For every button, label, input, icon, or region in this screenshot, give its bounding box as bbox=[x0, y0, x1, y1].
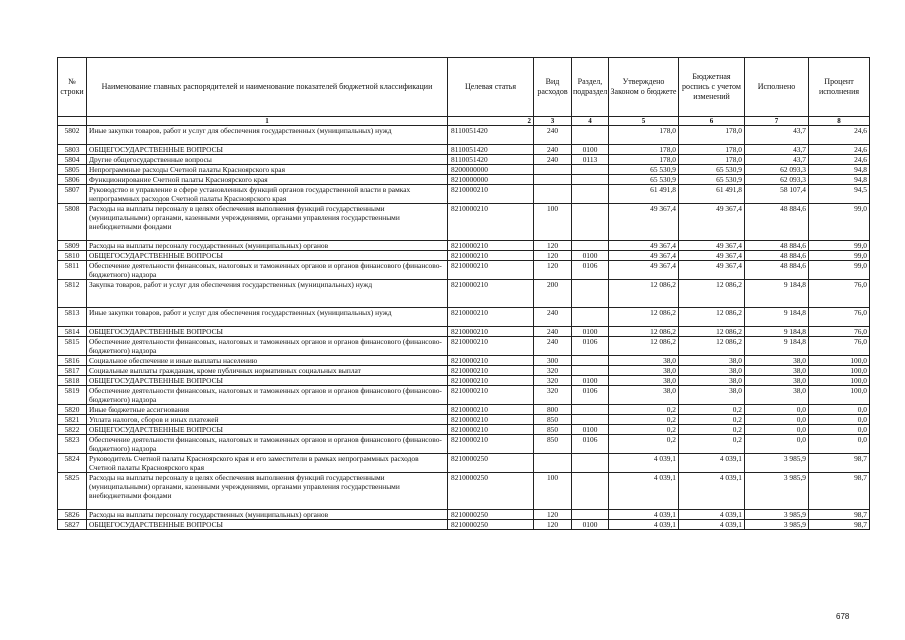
table-row bbox=[58, 185, 870, 204]
name-cell: Расходы на выплаты персоналу в целях обеспечения выполнения функций государственными (муниципальными) органами, казенными учреждениями, органами управления государственными внебюджетными фондами bbox=[87, 204, 448, 241]
target-article-cell: 8210000250 bbox=[448, 473, 534, 510]
name-cell: Обеспечение деятельности финансовых, налоговых и таможенных органов и органов финансового (финансово-бюджетного) надзора bbox=[87, 386, 448, 405]
percent-cell: 24,6 bbox=[809, 145, 870, 155]
section-cell: 0100 bbox=[572, 145, 609, 155]
percent-cell: 0,0 bbox=[809, 425, 870, 435]
executed-cell: 3 985,9 bbox=[745, 473, 809, 510]
planned-cell: 38,0 bbox=[679, 366, 745, 376]
section-cell: 0100 bbox=[572, 376, 609, 386]
row-number-cell: 5825 bbox=[58, 473, 87, 510]
percent-cell: 76,0 bbox=[809, 337, 870, 356]
row-number-cell: 5826 bbox=[58, 510, 87, 520]
planned-cell: 4 039,1 bbox=[679, 454, 745, 473]
expense-type-cell: 240 bbox=[534, 155, 572, 165]
executed-cell: 38,0 bbox=[745, 386, 809, 405]
percent-cell: 94,8 bbox=[809, 175, 870, 185]
target-article-cell: 8210000210 bbox=[448, 204, 534, 241]
name-cell: Обеспечение деятельности финансовых, налоговых и таможенных органов и органов финансового (финансово-бюджетного) надзора bbox=[87, 337, 448, 356]
approved-cell: 12 086,2 bbox=[609, 280, 679, 308]
header-section: Раздел, подраздел bbox=[572, 58, 609, 117]
approved-cell: 178,0 bbox=[609, 126, 679, 145]
table-row bbox=[58, 520, 870, 530]
percent-cell: 99,0 bbox=[809, 241, 870, 251]
column-number: 7 bbox=[745, 117, 809, 126]
percent-cell: 100,0 bbox=[809, 386, 870, 405]
approved-cell: 65 530,9 bbox=[609, 175, 679, 185]
section-cell: 0106 bbox=[572, 337, 609, 356]
approved-cell: 38,0 bbox=[609, 366, 679, 376]
target-article-cell: 8210000250 bbox=[448, 510, 534, 520]
target-article-cell: 8210000210 bbox=[448, 251, 534, 261]
table-row bbox=[58, 204, 870, 241]
executed-cell: 3 985,9 bbox=[745, 454, 809, 473]
name-cell: Руководство и управление в сфере установленных функций органов государственной власти в рамках непрограммных расходов Счетной палаты Красноярского края bbox=[87, 185, 448, 204]
table-row bbox=[58, 425, 870, 435]
approved-cell: 178,0 bbox=[609, 145, 679, 155]
column-number: 1 bbox=[87, 117, 448, 126]
budget-table bbox=[57, 57, 870, 530]
expense-type-cell: 200 bbox=[534, 280, 572, 308]
percent-cell: 100,0 bbox=[809, 376, 870, 386]
percent-cell: 98,7 bbox=[809, 454, 870, 473]
approved-cell: 61 491,8 bbox=[609, 185, 679, 204]
expense-type-cell: 120 bbox=[534, 510, 572, 520]
target-article-cell: 8210000210 bbox=[448, 185, 534, 204]
planned-cell: 12 086,2 bbox=[679, 280, 745, 308]
planned-cell: 178,0 bbox=[679, 145, 745, 155]
executed-cell: 43,7 bbox=[745, 155, 809, 165]
section-cell: 0100 bbox=[572, 520, 609, 530]
percent-cell: 99,0 bbox=[809, 261, 870, 280]
approved-cell: 4 039,1 bbox=[609, 473, 679, 510]
target-article-cell: 8200000000 bbox=[448, 165, 534, 175]
name-cell: Расходы на выплаты персоналу государственных (муниципальных) органов bbox=[87, 241, 448, 251]
planned-cell: 4 039,1 bbox=[679, 510, 745, 520]
expense-type-cell: 240 bbox=[534, 145, 572, 155]
approved-cell: 12 086,2 bbox=[609, 308, 679, 327]
row-number-cell: 5805 bbox=[58, 165, 87, 175]
row-number-cell: 5807 bbox=[58, 185, 87, 204]
expense-type-cell: 240 bbox=[534, 308, 572, 327]
name-cell: Обеспечение деятельности финансовых, налоговых и таможенных органов и органов финансового (финансово-бюджетного) надзора bbox=[87, 261, 448, 280]
percent-cell: 76,0 bbox=[809, 280, 870, 308]
table-row bbox=[58, 126, 870, 145]
approved-cell: 4 039,1 bbox=[609, 454, 679, 473]
target-article-cell: 8110051420 bbox=[448, 126, 534, 145]
approved-cell: 12 086,2 bbox=[609, 337, 679, 356]
row-number-cell: 5822 bbox=[58, 425, 87, 435]
target-article-cell: 8210000210 bbox=[448, 241, 534, 251]
executed-cell: 48 884,6 bbox=[745, 204, 809, 241]
planned-cell: 49 367,4 bbox=[679, 251, 745, 261]
name-cell: Социальные выплаты гражданам, кроме публичных нормативных социальных выплат bbox=[87, 366, 448, 376]
approved-cell: 0,2 bbox=[609, 415, 679, 425]
section-cell: 0106 bbox=[572, 261, 609, 280]
approved-cell: 4 039,1 bbox=[609, 520, 679, 530]
target-article-cell: 8210000250 bbox=[448, 520, 534, 530]
table-row bbox=[58, 376, 870, 386]
table-row bbox=[58, 454, 870, 473]
row-number-cell: 5817 bbox=[58, 366, 87, 376]
section-cell bbox=[572, 185, 609, 204]
row-number-cell: 5806 bbox=[58, 175, 87, 185]
name-cell: Уплата налогов, сборов и иных платежей bbox=[87, 415, 448, 425]
percent-cell: 94,5 bbox=[809, 185, 870, 204]
section-cell bbox=[572, 405, 609, 415]
target-article-cell: 8210000210 bbox=[448, 261, 534, 280]
planned-cell: 0,2 bbox=[679, 435, 745, 454]
header-target-article: Целевая статья bbox=[448, 58, 534, 117]
planned-cell: 65 530,9 bbox=[679, 175, 745, 185]
row-number-cell: 5811 bbox=[58, 261, 87, 280]
target-article-cell: 8210000210 bbox=[448, 337, 534, 356]
expense-type-cell bbox=[534, 165, 572, 175]
executed-cell: 9 184,8 bbox=[745, 280, 809, 308]
row-number-cell: 5818 bbox=[58, 376, 87, 386]
approved-cell: 49 367,4 bbox=[609, 204, 679, 241]
name-cell: ОБЩЕГОСУДАРСТВЕННЫЕ ВОПРОСЫ bbox=[87, 327, 448, 337]
row-number-cell: 5815 bbox=[58, 337, 87, 356]
expense-type-cell: 850 bbox=[534, 435, 572, 454]
name-cell: ОБЩЕГОСУДАРСТВЕННЫЕ ВОПРОСЫ bbox=[87, 425, 448, 435]
section-cell: 0106 bbox=[572, 386, 609, 405]
name-cell: Иные бюджетные ассигнования bbox=[87, 405, 448, 415]
approved-cell: 49 367,4 bbox=[609, 241, 679, 251]
table-row bbox=[58, 327, 870, 337]
percent-cell: 99,0 bbox=[809, 204, 870, 241]
section-cell bbox=[572, 454, 609, 473]
row-number-cell: 5821 bbox=[58, 415, 87, 425]
approved-cell: 12 086,2 bbox=[609, 327, 679, 337]
section-cell: 0113 bbox=[572, 155, 609, 165]
expense-type-cell: 240 bbox=[534, 337, 572, 356]
column-number: 8 bbox=[809, 117, 870, 126]
percent-cell: 98,7 bbox=[809, 520, 870, 530]
row-number-cell: 5813 bbox=[58, 308, 87, 327]
row-number-cell: 5809 bbox=[58, 241, 87, 251]
executed-cell: 38,0 bbox=[745, 376, 809, 386]
executed-cell: 48 884,6 bbox=[745, 251, 809, 261]
planned-cell: 38,0 bbox=[679, 356, 745, 366]
table-row bbox=[58, 356, 870, 366]
section-cell bbox=[572, 366, 609, 376]
expense-type-cell: 100 bbox=[534, 473, 572, 510]
approved-cell: 0,2 bbox=[609, 425, 679, 435]
row-number-cell: 5814 bbox=[58, 327, 87, 337]
approved-cell: 0,2 bbox=[609, 405, 679, 415]
executed-cell: 43,7 bbox=[745, 126, 809, 145]
header-percent: Процент исполнения bbox=[809, 58, 870, 117]
header-row-number: № строки bbox=[58, 58, 87, 117]
name-cell: Расходы на выплаты персоналу в целях обеспечения выполнения функций государственными (муниципальными) органами, казенными учреждениями, органами управления государственными внебюджетными фондами bbox=[87, 473, 448, 510]
name-cell: ОБЩЕГОСУДАРСТВЕННЫЕ ВОПРОСЫ bbox=[87, 251, 448, 261]
executed-cell: 3 985,9 bbox=[745, 510, 809, 520]
name-cell: Социальное обеспечение и иные выплаты населению bbox=[87, 356, 448, 366]
section-cell bbox=[572, 204, 609, 241]
column-number: 4 bbox=[572, 117, 609, 126]
expense-type-cell: 100 bbox=[534, 204, 572, 241]
percent-cell: 0,0 bbox=[809, 405, 870, 415]
expense-type-cell: 850 bbox=[534, 415, 572, 425]
row-number-cell: 5804 bbox=[58, 155, 87, 165]
target-article-cell: 8210000210 bbox=[448, 435, 534, 454]
expense-type-cell: 120 bbox=[534, 261, 572, 280]
column-number: 5 bbox=[609, 117, 679, 126]
header-planned: Бюджетная роспись с учетом изменений bbox=[679, 58, 745, 117]
expense-type-cell: 240 bbox=[534, 126, 572, 145]
planned-cell: 38,0 bbox=[679, 386, 745, 405]
expense-type-cell: 800 bbox=[534, 405, 572, 415]
table-row bbox=[58, 165, 870, 175]
name-cell: Руководитель Счетной палаты Красноярского края и его заместители в рамках непрограммных расходов Счетной палаты Красноярского края bbox=[87, 454, 448, 473]
section-cell: 0100 bbox=[572, 327, 609, 337]
planned-cell: 12 086,2 bbox=[679, 337, 745, 356]
executed-cell: 0,0 bbox=[745, 405, 809, 415]
expense-type-cell bbox=[534, 454, 572, 473]
table-header bbox=[58, 58, 870, 126]
column-number-row bbox=[58, 117, 870, 126]
expense-type-cell: 240 bbox=[534, 327, 572, 337]
planned-cell: 49 367,4 bbox=[679, 204, 745, 241]
table-row bbox=[58, 251, 870, 261]
column-number: 6 bbox=[679, 117, 745, 126]
table-row bbox=[58, 241, 870, 251]
planned-cell: 4 039,1 bbox=[679, 473, 745, 510]
approved-cell: 38,0 bbox=[609, 356, 679, 366]
section-cell bbox=[572, 126, 609, 145]
table-row bbox=[58, 175, 870, 185]
executed-cell: 38,0 bbox=[745, 356, 809, 366]
approved-cell: 65 530,9 bbox=[609, 165, 679, 175]
table-row bbox=[58, 386, 870, 405]
approved-cell: 38,0 bbox=[609, 386, 679, 405]
column-number: 3 bbox=[534, 117, 572, 126]
name-cell: ОБЩЕГОСУДАРСТВЕННЫЕ ВОПРОСЫ bbox=[87, 520, 448, 530]
row-number-cell: 5819 bbox=[58, 386, 87, 405]
section-cell bbox=[572, 510, 609, 520]
executed-cell: 0,0 bbox=[745, 435, 809, 454]
percent-cell: 99,0 bbox=[809, 251, 870, 261]
approved-cell: 49 367,4 bbox=[609, 251, 679, 261]
target-article-cell: 8210000000 bbox=[448, 175, 534, 185]
row-number-cell: 5820 bbox=[58, 405, 87, 415]
executed-cell: 3 985,9 bbox=[745, 520, 809, 530]
table-row bbox=[58, 337, 870, 356]
executed-cell: 9 184,8 bbox=[745, 308, 809, 327]
expense-type-cell: 300 bbox=[534, 356, 572, 366]
executed-cell: 38,0 bbox=[745, 366, 809, 376]
header-expense-type: Вид расходов bbox=[534, 58, 572, 117]
name-cell: Закупка товаров, работ и услуг для обеспечения государственных (муниципальных) нужд bbox=[87, 280, 448, 308]
row-number-cell: 5808 bbox=[58, 204, 87, 241]
header-row bbox=[58, 58, 870, 117]
target-article-cell: 8210000210 bbox=[448, 415, 534, 425]
executed-cell: 48 884,6 bbox=[745, 261, 809, 280]
section-cell bbox=[572, 280, 609, 308]
executed-cell: 9 184,8 bbox=[745, 327, 809, 337]
row-number-cell: 5803 bbox=[58, 145, 87, 155]
executed-cell: 58 107,4 bbox=[745, 185, 809, 204]
name-cell: Функционирование Счетной палаты Красноярского края bbox=[87, 175, 448, 185]
executed-cell: 48 884,6 bbox=[745, 241, 809, 251]
planned-cell: 178,0 bbox=[679, 155, 745, 165]
table-row bbox=[58, 261, 870, 280]
planned-cell: 4 039,1 bbox=[679, 520, 745, 530]
planned-cell: 12 086,2 bbox=[679, 308, 745, 327]
planned-cell: 12 086,2 bbox=[679, 327, 745, 337]
planned-cell: 0,2 bbox=[679, 405, 745, 415]
executed-cell: 62 093,3 bbox=[745, 165, 809, 175]
name-cell: Непрограммные расходы Счетной палаты Красноярского края bbox=[87, 165, 448, 175]
expense-type-cell: 120 bbox=[534, 251, 572, 261]
section-cell: 0106 bbox=[572, 435, 609, 454]
percent-cell: 24,6 bbox=[809, 155, 870, 165]
header-executed: Исполнено bbox=[745, 58, 809, 117]
table-row bbox=[58, 308, 870, 327]
planned-cell: 0,2 bbox=[679, 425, 745, 435]
section-cell: 0100 bbox=[572, 251, 609, 261]
table-row bbox=[58, 415, 870, 425]
executed-cell: 0,0 bbox=[745, 415, 809, 425]
section-cell bbox=[572, 308, 609, 327]
column-number bbox=[58, 117, 87, 126]
executed-cell: 43,7 bbox=[745, 145, 809, 155]
expense-type-cell bbox=[534, 175, 572, 185]
expense-type-cell: 120 bbox=[534, 241, 572, 251]
target-article-cell: 8210000210 bbox=[448, 327, 534, 337]
row-number-cell: 5816 bbox=[58, 356, 87, 366]
planned-cell: 38,0 bbox=[679, 376, 745, 386]
name-cell: ОБЩЕГОСУДАРСТВЕННЫЕ ВОПРОСЫ bbox=[87, 376, 448, 386]
planned-cell: 0,2 bbox=[679, 415, 745, 425]
table-row bbox=[58, 510, 870, 520]
target-article-cell: 8210000210 bbox=[448, 356, 534, 366]
section-cell bbox=[572, 473, 609, 510]
row-number-cell: 5810 bbox=[58, 251, 87, 261]
target-article-cell: 8210000250 bbox=[448, 454, 534, 473]
section-cell bbox=[572, 241, 609, 251]
percent-cell: 24,6 bbox=[809, 126, 870, 145]
table-row bbox=[58, 473, 870, 510]
expense-type-cell bbox=[534, 185, 572, 204]
approved-cell: 0,2 bbox=[609, 435, 679, 454]
page-number: 678 bbox=[836, 612, 850, 621]
name-cell: Иные закупки товаров, работ и услуг для обеспечения государственных (муниципальных) нужд bbox=[87, 126, 448, 145]
expense-type-cell: 320 bbox=[534, 366, 572, 376]
percent-cell: 100,0 bbox=[809, 356, 870, 366]
percent-cell: 0,0 bbox=[809, 435, 870, 454]
table-row bbox=[58, 155, 870, 165]
expense-type-cell: 320 bbox=[534, 376, 572, 386]
approved-cell: 178,0 bbox=[609, 155, 679, 165]
section-cell: 0100 bbox=[572, 425, 609, 435]
percent-cell: 0,0 bbox=[809, 415, 870, 425]
name-cell: Обеспечение деятельности финансовых, налоговых и таможенных органов и органов финансового (финансово-бюджетного) надзора bbox=[87, 435, 448, 454]
name-cell: Другие общегосударственные вопросы bbox=[87, 155, 448, 165]
expense-type-cell: 850 bbox=[534, 425, 572, 435]
approved-cell: 49 367,4 bbox=[609, 261, 679, 280]
expense-type-cell: 320 bbox=[534, 386, 572, 405]
target-article-cell: 8110051420 bbox=[448, 155, 534, 165]
percent-cell: 94,8 bbox=[809, 165, 870, 175]
percent-cell: 76,0 bbox=[809, 308, 870, 327]
percent-cell: 76,0 bbox=[809, 327, 870, 337]
row-number-cell: 5802 bbox=[58, 126, 87, 145]
approved-cell: 4 039,1 bbox=[609, 510, 679, 520]
target-article-cell: 8210000210 bbox=[448, 280, 534, 308]
target-article-cell: 8210000210 bbox=[448, 308, 534, 327]
planned-cell: 61 491,8 bbox=[679, 185, 745, 204]
header-name: Наименование главных распорядителей и наименование показателей бюджетной классификации bbox=[87, 58, 448, 117]
column-number: 2 bbox=[448, 117, 534, 126]
table-row bbox=[58, 405, 870, 415]
section-cell bbox=[572, 165, 609, 175]
target-article-cell: 8210000210 bbox=[448, 376, 534, 386]
executed-cell: 9 184,8 bbox=[745, 337, 809, 356]
target-article-cell: 8110051420 bbox=[448, 145, 534, 155]
planned-cell: 65 530,9 bbox=[679, 165, 745, 175]
approved-cell: 38,0 bbox=[609, 376, 679, 386]
planned-cell: 49 367,4 bbox=[679, 241, 745, 251]
section-cell bbox=[572, 175, 609, 185]
executed-cell: 62 093,3 bbox=[745, 175, 809, 185]
planned-cell: 49 367,4 bbox=[679, 261, 745, 280]
table-body bbox=[58, 126, 870, 530]
table-row bbox=[58, 435, 870, 454]
row-number-cell: 5824 bbox=[58, 454, 87, 473]
section-cell bbox=[572, 415, 609, 425]
target-article-cell: 8210000210 bbox=[448, 366, 534, 376]
executed-cell: 0,0 bbox=[745, 425, 809, 435]
row-number-cell: 5827 bbox=[58, 520, 87, 530]
table-row bbox=[58, 145, 870, 155]
expense-type-cell: 120 bbox=[534, 520, 572, 530]
percent-cell: 100,0 bbox=[809, 366, 870, 376]
row-number-cell: 5823 bbox=[58, 435, 87, 454]
percent-cell: 98,7 bbox=[809, 473, 870, 510]
section-cell bbox=[572, 356, 609, 366]
percent-cell: 98,7 bbox=[809, 510, 870, 520]
name-cell: Расходы на выплаты персоналу государственных (муниципальных) органов bbox=[87, 510, 448, 520]
budget-execution-sheet bbox=[57, 57, 869, 530]
name-cell: ОБЩЕГОСУДАРСТВЕННЫЕ ВОПРОСЫ bbox=[87, 145, 448, 155]
target-article-cell: 8210000210 bbox=[448, 386, 534, 405]
target-article-cell: 8210000210 bbox=[448, 405, 534, 415]
header-approved: Утверждено Законом о бюджете bbox=[609, 58, 679, 117]
row-number-cell: 5812 bbox=[58, 280, 87, 308]
name-cell: Иные закупки товаров, работ и услуг для обеспечения государственных (муниципальных) нужд bbox=[87, 308, 448, 327]
target-article-cell: 8210000210 bbox=[448, 425, 534, 435]
table-row bbox=[58, 280, 870, 308]
table-row bbox=[58, 366, 870, 376]
planned-cell: 178,0 bbox=[679, 126, 745, 145]
